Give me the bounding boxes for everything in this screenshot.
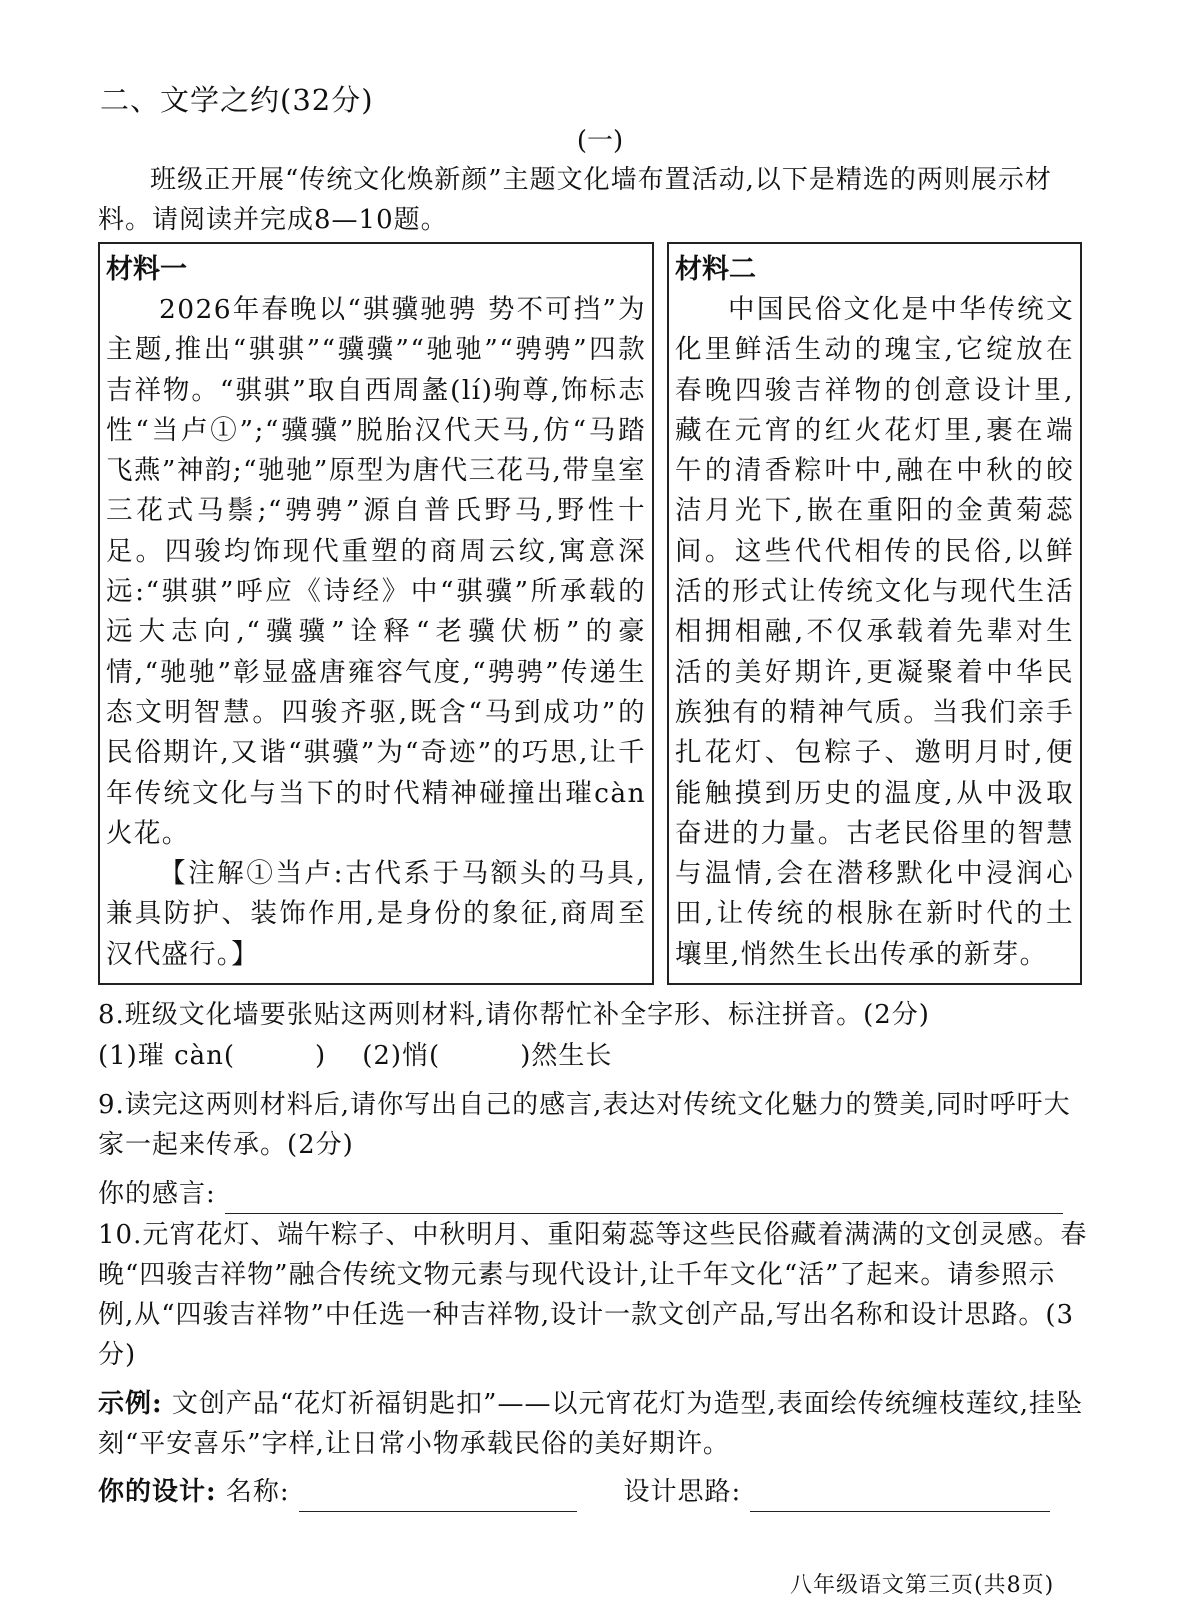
question-10: 10.元宵花灯、端午粽子、中秋明月、重阳菊蕊等这些民俗藏着满满的文创灵感。春晚“四骏吉祥物”融合传统文物元素与现代设计,让千年文化“活”了起来。请参照示例,从“四骏吉祥物”中任选一种吉祥物,设计一款文创产品,写出名称和设计思路。(3分) xyxy=(98,1220,1088,1370)
example-row xyxy=(98,1384,1088,1464)
section-title: 二、文学之约(32分) xyxy=(100,83,374,117)
example-label: 示例: xyxy=(98,1389,163,1419)
material-two-heading: 材料二 xyxy=(675,254,756,285)
q9-answer-line[interactable] xyxy=(225,1183,1063,1214)
material-one-heading: 材料一 xyxy=(106,254,187,285)
page-footer: 八年级语文第三页(共8页) xyxy=(790,1573,1055,1598)
design-name-line[interactable] xyxy=(299,1481,577,1512)
design-idea-label: 设计思路: xyxy=(623,1477,742,1507)
question-8: 8.班级文化墙要张贴这两则材料,请你帮忙补全字形、标注拼音。(2分) xyxy=(98,1000,930,1030)
question-9: 9.读完这两则材料后,请你写出自己的感言,表达对传统文化魅力的赞美,同时呼吁大家一起来传承。(2分) xyxy=(98,1090,1071,1160)
sub-title: (一) xyxy=(576,126,624,156)
intro-paragraph: 班级正开展“传统文化焕新颜”主题文化墙布置活动,以下是精选的两则展示材料。请阅读并完成8—10题。 xyxy=(98,165,1052,235)
q8-item-2-end: )然生长 xyxy=(520,1041,613,1071)
design-label: 你的设计: xyxy=(98,1477,217,1507)
design-row xyxy=(98,1472,1088,1512)
question-9-answer-row xyxy=(98,1174,1088,1214)
material-one-note: 【注解①当卢:古代系于马额头的马具,兼具防护、装饰作用,是身份的象征,商周至汉代盛行。】 xyxy=(106,858,646,970)
question-8-items xyxy=(98,1036,1088,1076)
design-name-label: 名称: xyxy=(225,1477,290,1507)
design-idea-line[interactable] xyxy=(750,1481,1050,1512)
material-two-body: 中国民俗文化是中华传统文化里鲜活生动的瑰宝,它绽放在春晚四骏吉祥物的创意设计里,藏在元宵的红火花灯里,裹在端午的清香粽叶中,融在中秋的皎洁月光下,嵌在重阳的金黄菊蕊间。这些代代相传的民俗,以鲜活的形式让传统文化与现代生活相拥相融,不仅承载着先辈对生活的美好期许,更凝聚着中华民族独有的精神气质。当我们亲手扎花灯、包粽子、邀明月时,便能触摸到历史的温度,从中汲取奋进的力量。古老民俗里的智慧与温情,会在潜移默化中浸润心田,让传统的根脉在新时代的土壤里,悄然生长出传承的新芽。 xyxy=(675,294,1074,970)
q8-item-2-label: (2)悄( xyxy=(362,1041,441,1071)
q8-item-1-label: (1)璀 càn( xyxy=(98,1041,236,1071)
material-one-box xyxy=(98,242,654,985)
material-two-box xyxy=(667,242,1082,985)
q9-answer-label: 你的感言: xyxy=(98,1179,216,1209)
example-text: 文创产品“花灯祈福钥匙扣”——以元宵花灯为造型,表面绘传统缠枝莲纹,挂坠刻“平安喜乐”字样,让日常小物承载民俗的美好期许。 xyxy=(98,1389,1083,1459)
material-one-body: 2026年春晚以“骐骥驰骋 势不可挡”为主题,推出“骐骐”“骥骥”“驰驰”“骋骋”四款吉祥物。“骐骐”取自西周盠(lí)驹尊,饰标志性“当卢①”;“骥骥”脱胎汉代天马,仿“马踏飞燕”神韵;“驰驰”原型为唐代三花马,带皇室三花式马鬃;“骋骋”源自普氏野马,野性十足。四骏均饰现代重塑的商周云纹,寓意深远:“骐骐”呼应《诗经》中“骐骥”所承载的远大志向,“骥骥”诠释“老骥伏枥”的豪情,“驰驰”彰显盛唐雍容气度,“骋骋”传递生态文明智慧。四骏齐驱,既含“马到成功”的民俗期许,又谐“骐骥”为“奇迹”的巧思,让千年传统文化与当下的时代精神碰撞出璀càn火花。 xyxy=(106,294,646,849)
q8-item-1-close: ) xyxy=(315,1041,327,1071)
